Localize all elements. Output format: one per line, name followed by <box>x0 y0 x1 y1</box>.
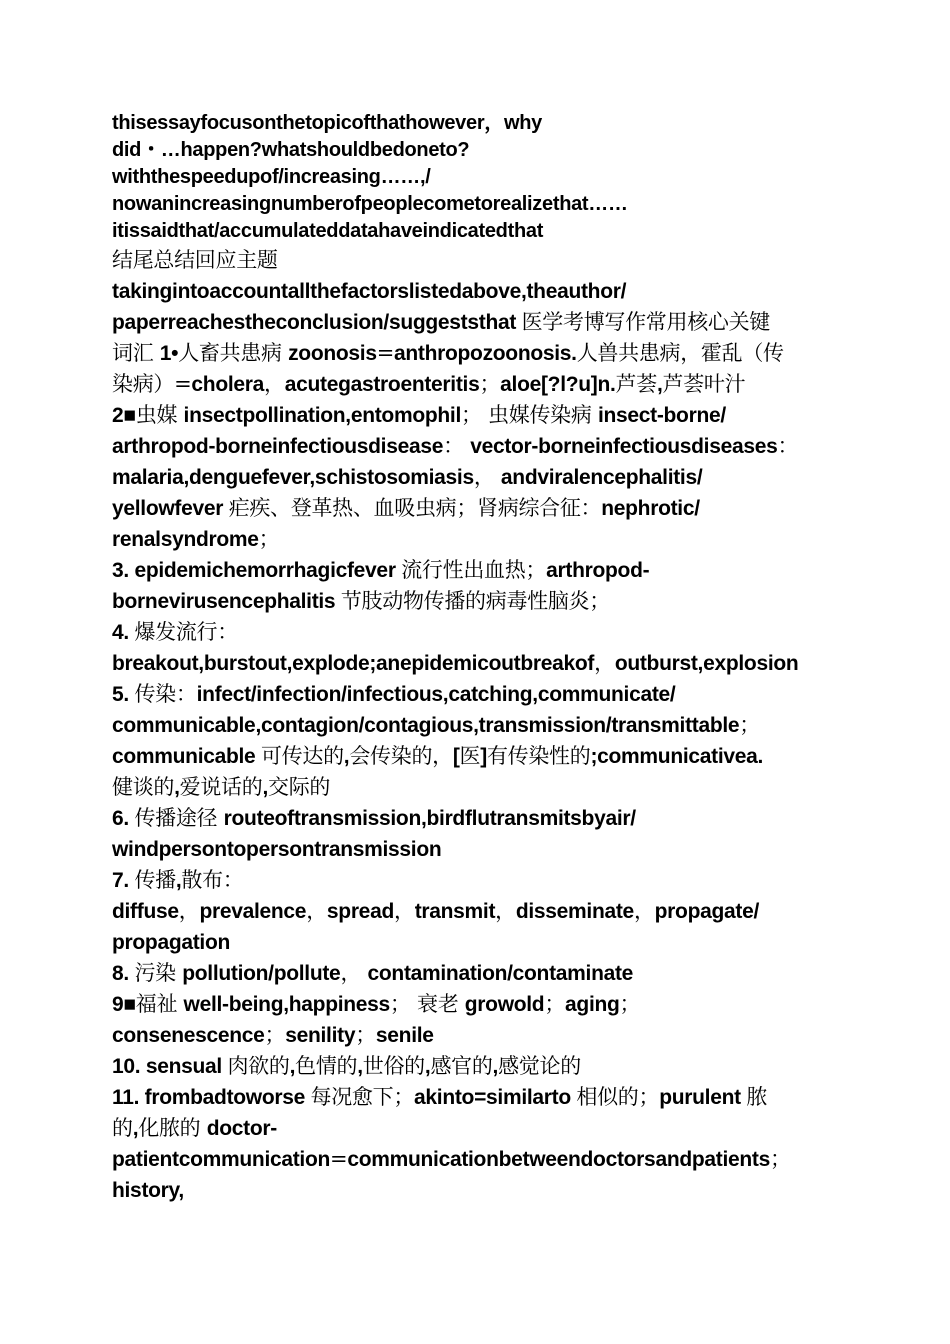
text-segment: , <box>262 776 269 799</box>
text-line <box>112 110 842 137</box>
text-segment: arthropod- <box>546 559 650 582</box>
text-segment: 世俗的 <box>362 1054 425 1078</box>
text-segment: 福祉 <box>135 992 184 1016</box>
text-segment: ； <box>619 992 641 1016</box>
text-segment: ； <box>739 713 760 737</box>
text-segment: ， <box>264 372 285 396</box>
text-segment: paperreachestheconclusion/suggeststhat <box>112 311 522 334</box>
text-segment: 传播 <box>134 868 176 892</box>
text-segment: consenescence <box>112 1024 265 1047</box>
text-line <box>112 1051 842 1082</box>
text-segment: 感觉论的 <box>498 1054 581 1078</box>
text-line <box>112 1144 842 1175</box>
text-segment: contamination/contaminate <box>367 962 634 985</box>
text-segment: 4. <box>112 621 135 644</box>
text-line <box>112 276 842 307</box>
document-body <box>112 110 842 1206</box>
text-segment: ， <box>495 899 516 923</box>
text-segment: disseminate <box>515 900 634 923</box>
text-segment: 医学考博写作常用核心关键 <box>521 310 770 334</box>
text-line <box>112 803 842 834</box>
text-segment: , <box>132 1117 139 1140</box>
text-segment: ： <box>443 434 471 458</box>
text-segment: 传染： <box>134 682 197 706</box>
text-segment: 9■ <box>112 993 136 1016</box>
text-line <box>112 741 842 772</box>
text-segment: 节肢动物传播的病毒性脑炎； <box>340 589 610 613</box>
text-segment: 8. <box>112 962 135 985</box>
text-segment: ， <box>393 899 415 923</box>
text-line <box>112 462 842 493</box>
text-segment: vector-borneinfectiousdiseases <box>470 435 778 458</box>
text-segment: ] <box>480 745 487 768</box>
text-segment: ;communicativea. <box>590 745 764 768</box>
text-segment: ； <box>544 992 566 1016</box>
text-segment: ； <box>355 1023 376 1047</box>
text-segment: renalsyndrome <box>112 528 259 551</box>
text-segment: = <box>376 341 394 365</box>
text-line <box>112 617 842 648</box>
text-line <box>112 338 842 369</box>
text-segment: 医 <box>459 744 481 768</box>
text-line <box>112 524 842 555</box>
text-line <box>112 307 842 338</box>
text-segment: , <box>343 745 350 768</box>
text-segment: 的 <box>112 1116 133 1140</box>
text-line <box>112 218 842 245</box>
text-segment: infect/infection/infectious,catching,communicate/ <box>196 683 676 706</box>
text-line <box>112 493 842 524</box>
text-segment: ； <box>264 1023 286 1047</box>
text-line <box>112 1113 842 1144</box>
text-segment: withthespeedupof/increasing……,/ <box>112 166 431 188</box>
text-segment: 化脓的 <box>138 1116 207 1140</box>
text-segment: malaria,denguefever,schistosomiasis <box>112 466 474 489</box>
text-segment: aging <box>565 993 620 1016</box>
text-segment: anthropozoonosis. <box>394 342 577 365</box>
text-segment: prevalence <box>199 900 307 923</box>
text-segment: 结尾总结回应主题 <box>112 248 278 272</box>
text-segment: acutegastroenteritis <box>284 373 480 396</box>
text-segment: bornevirusencephalitis <box>112 590 341 613</box>
text-line <box>112 710 842 741</box>
text-segment: ； 衰老 <box>389 992 465 1016</box>
text-segment: ； <box>770 1147 791 1171</box>
text-segment: 1• <box>159 342 179 365</box>
text-line <box>112 1082 842 1113</box>
text-line <box>112 648 842 679</box>
text-segment: cholera <box>191 373 265 396</box>
text-segment: purulent <box>659 1086 747 1109</box>
text-segment: ， <box>473 465 501 489</box>
text-segment: takingintoaccountallthefactorslistedabove,theauthor/ <box>112 280 627 303</box>
text-line <box>112 772 842 803</box>
text-line <box>112 400 842 431</box>
text-segment: 脓 <box>746 1085 768 1109</box>
text-segment: , <box>289 1055 296 1078</box>
text-line <box>112 834 842 865</box>
text-segment: 散布： <box>181 868 244 892</box>
text-line <box>112 896 842 927</box>
text-segment: andviralencephalitis/ <box>500 466 703 489</box>
text-segment: spread <box>326 900 394 923</box>
text-line <box>112 1175 842 1206</box>
text-segment: 交际的 <box>268 775 331 799</box>
text-line <box>112 164 842 191</box>
text-segment: 芦荟 <box>615 372 657 396</box>
text-segment: 流行性出血热； <box>401 558 547 582</box>
text-segment: ； 虫媒传染病 <box>460 403 598 427</box>
text-segment: pollution/pollute <box>182 962 341 985</box>
text-segment: 词汇 <box>112 341 160 365</box>
text-segment: 芦荟叶汁 <box>662 372 746 396</box>
text-segment: propagate/ <box>654 900 759 923</box>
text-segment: senility <box>285 1024 356 1047</box>
text-segment: zoonosis <box>288 342 377 365</box>
text-line <box>112 989 842 1020</box>
text-line <box>112 1020 842 1051</box>
text-segment: ， <box>633 899 655 923</box>
text-segment: 每况愈下； <box>310 1085 415 1109</box>
text-segment: communicable <box>112 745 261 768</box>
text-segment: 可传达的 <box>260 744 344 768</box>
text-line <box>112 927 842 958</box>
text-line <box>112 865 842 896</box>
text-segment: nowanincreasingnumberofpeoplecometorealizethat…… <box>112 193 628 215</box>
text-line <box>112 958 842 989</box>
text-segment: insectpollination,entomophil <box>183 404 461 427</box>
text-segment: communicationbetweendoctorsandpatients <box>347 1148 770 1171</box>
text-segment: 爱说话的 <box>179 775 263 799</box>
text-segment: , <box>656 373 663 396</box>
text-segment: senile <box>375 1024 434 1047</box>
text-segment: did・…happen?whatshouldbedoneto? <box>112 139 470 161</box>
text-segment: , <box>357 1055 363 1078</box>
text-segment: ， <box>340 961 368 985</box>
text-segment: 疟疾、登革热、血吸虫病；肾病综合征： <box>228 496 602 520</box>
text-segment: 相似的； <box>576 1085 660 1109</box>
text-segment: ： <box>777 434 799 458</box>
text-segment: communicable,contagion/contagious,transmission/transmittable <box>112 714 740 737</box>
text-line <box>112 245 842 276</box>
text-segment: 虫媒 <box>135 403 184 427</box>
text-line <box>112 369 842 400</box>
text-segment: yellowfever <box>112 497 229 520</box>
text-segment: 6. <box>112 807 135 830</box>
text-segment: , <box>175 869 182 892</box>
text-segment: growold <box>464 993 545 1016</box>
text-line <box>112 137 842 164</box>
text-segment: = <box>330 1147 348 1171</box>
text-segment: 人兽共患病，霍乱（传 <box>576 341 784 365</box>
text-segment: nephrotic/ <box>601 497 700 520</box>
text-segment: doctor- <box>206 1117 277 1140</box>
text-segment: insect-borne/ <box>597 404 726 427</box>
text-segment: ； <box>258 527 280 551</box>
text-segment: propagation <box>112 931 231 954</box>
text-segment: 污染 <box>134 961 183 985</box>
text-line <box>112 555 842 586</box>
text-segment: 肉欲的 <box>227 1054 290 1078</box>
text-segment: thisessayfocusonthetopicofthathowever，why <box>112 112 542 134</box>
text-segment: patientcommunication <box>112 1148 331 1171</box>
text-segment: 传播途径 <box>134 806 224 830</box>
text-segment: 3. epidemichemorrhagicfever <box>112 559 402 582</box>
text-segment: arthropod-borneinfectiousdisease <box>112 435 444 458</box>
text-segment: ； <box>479 372 501 396</box>
text-segment: ， <box>594 651 615 675</box>
text-segment: 健谈的 <box>112 775 175 799</box>
text-segment: [ <box>452 745 460 768</box>
text-segment: diffuse <box>112 900 179 923</box>
text-segment: itissaidthat/accumulateddatahaveindicatedthat <box>112 220 544 242</box>
text-segment: outburst,explosion <box>614 652 799 675</box>
text-segment: , <box>492 1055 499 1078</box>
text-segment: windpersontopersontransmission <box>112 838 442 861</box>
text-segment: 色情的 <box>295 1054 358 1078</box>
text-segment: aloe[?l?u]n. <box>500 373 616 396</box>
text-segment: history, <box>112 1179 184 1202</box>
text-segment: ， <box>178 899 200 923</box>
text-line <box>112 431 842 462</box>
text-segment: routeoftransmission,birdflutransmitsbyair/ <box>223 807 636 830</box>
text-line <box>112 191 842 218</box>
text-segment: 有传染性的 <box>486 744 591 768</box>
text-segment: , <box>424 1055 431 1078</box>
text-segment: 感官的 <box>430 1054 493 1078</box>
text-segment: 2■ <box>112 404 136 427</box>
text-segment: ， <box>306 899 327 923</box>
text-segment: 染病）= <box>112 372 192 396</box>
text-line <box>112 586 842 617</box>
text-segment: breakout,burstout,explode;anepidemicoutbreakof <box>112 652 595 675</box>
text-line <box>112 679 842 710</box>
text-segment: well-being,happiness <box>183 993 390 1016</box>
text-segment: transmit <box>414 900 496 923</box>
text-segment: 人畜共患病 <box>178 341 289 365</box>
text-segment: akinto=similarto <box>414 1086 577 1109</box>
text-segment: 5. <box>112 683 135 706</box>
text-segment: , <box>174 776 180 799</box>
text-segment: 11. frombadtoworse <box>112 1086 311 1109</box>
text-segment: 会传染的， <box>349 744 453 768</box>
text-segment: 爆发流行： <box>134 620 238 644</box>
text-segment: 7. <box>112 869 135 892</box>
text-segment: 10. sensual <box>112 1055 228 1078</box>
